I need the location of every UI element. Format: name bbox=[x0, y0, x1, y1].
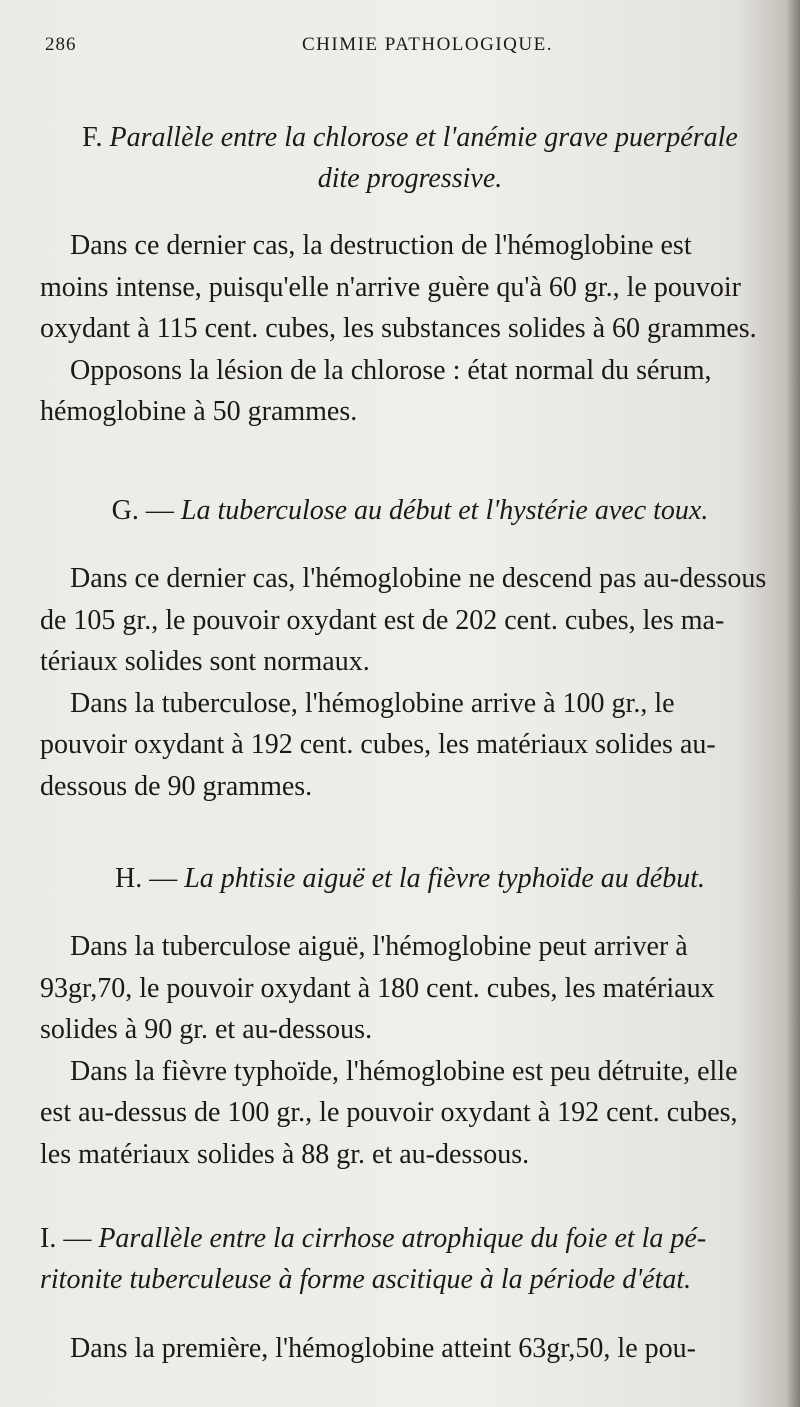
section-h-title: La phtisie aiguë et la fièvre typhoïde au début. bbox=[184, 863, 705, 894]
text-line: Dans ce dernier cas, l'hémoglobine ne descend pas au-dessous bbox=[70, 563, 767, 594]
text-line: Dans ce dernier cas, la destruction de l'hémoglobine est bbox=[70, 230, 692, 261]
paragraph-g bbox=[40, 558, 780, 807]
page-number: 286 bbox=[45, 34, 77, 55]
text-line: moins intense, puisqu'elle n'arrive guère qu'à 60 gr., le pouvoir bbox=[40, 271, 741, 303]
text-line: Opposons la lésion de la chlorose : état normal du sérum, bbox=[70, 354, 712, 386]
text-line: Dans la première, l'hémoglobine atteint 63gr,50, le pou- bbox=[70, 1333, 696, 1364]
page-edge-shadow bbox=[786, 0, 800, 1407]
section-i-heading bbox=[40, 1218, 780, 1300]
section-h-heading bbox=[40, 858, 780, 899]
running-title: CHIMIE PATHOLOGIQUE. bbox=[302, 34, 553, 55]
text-line: tériaux solides sont normaux. bbox=[40, 646, 370, 677]
text-line: oxydant à 115 cent. cubes, les substances solides à 60 grammes. bbox=[40, 313, 757, 344]
text-line: de 105 gr., le pouvoir oxydant est de 202 cent. cubes, les ma- bbox=[40, 604, 725, 636]
section-f-heading bbox=[40, 117, 780, 199]
section-g-title: La tuberculose au début et l'hystérie avec toux. bbox=[180, 495, 709, 526]
text-line: hémoglobine à 50 grammes. bbox=[40, 396, 358, 427]
text-line: est au-dessus de 100 gr., le pouvoir oxydant à 192 cent. cubes, bbox=[40, 1097, 738, 1128]
paragraph-f bbox=[40, 225, 780, 433]
text-line: Dans la tuberculose, l'hémoglobine arrive à 100 gr., le bbox=[70, 687, 675, 719]
section-f-title-line1: Parallèle entre la chlorose et l'anémie grave puerpérale bbox=[109, 122, 738, 153]
section-f-title-line2: dite progressive. bbox=[317, 163, 503, 194]
section-i-title-line2: ritonite tuberculeuse à forme ascitique à la période d'état. bbox=[40, 1264, 692, 1295]
section-h-label: H. — bbox=[115, 863, 178, 894]
section-i-label: I. — bbox=[40, 1223, 92, 1254]
section-i-title-line1: Parallèle entre la cirrhose atrophique du foie et la pé- bbox=[98, 1223, 707, 1254]
text-line: pouvoir oxydant à 192 cent. cubes, les matériaux solides au- bbox=[40, 729, 716, 760]
text-line: dessous de 90 grammes. bbox=[40, 770, 313, 802]
paragraph-i bbox=[40, 1328, 780, 1370]
paragraph-h bbox=[40, 926, 780, 1175]
text-line: les matériaux solides à 88 gr. et au-dessous. bbox=[40, 1138, 530, 1170]
text-line: solides à 90 gr. et au-dessous. bbox=[40, 1014, 373, 1045]
text-line: 93gr,70, le pouvoir oxydant à 180 cent. cubes, les matériaux bbox=[40, 972, 715, 1004]
text-line: Dans la fièvre typhoïde, l'hémoglobine est peu détruite, elle bbox=[70, 1055, 738, 1087]
running-header bbox=[40, 34, 760, 64]
section-g-heading bbox=[40, 490, 780, 531]
section-g-label: G. — bbox=[111, 495, 174, 526]
section-f-label: F. bbox=[82, 122, 103, 153]
text-line: Dans la tuberculose aiguë, l'hémoglobine peut arriver à bbox=[70, 931, 688, 962]
